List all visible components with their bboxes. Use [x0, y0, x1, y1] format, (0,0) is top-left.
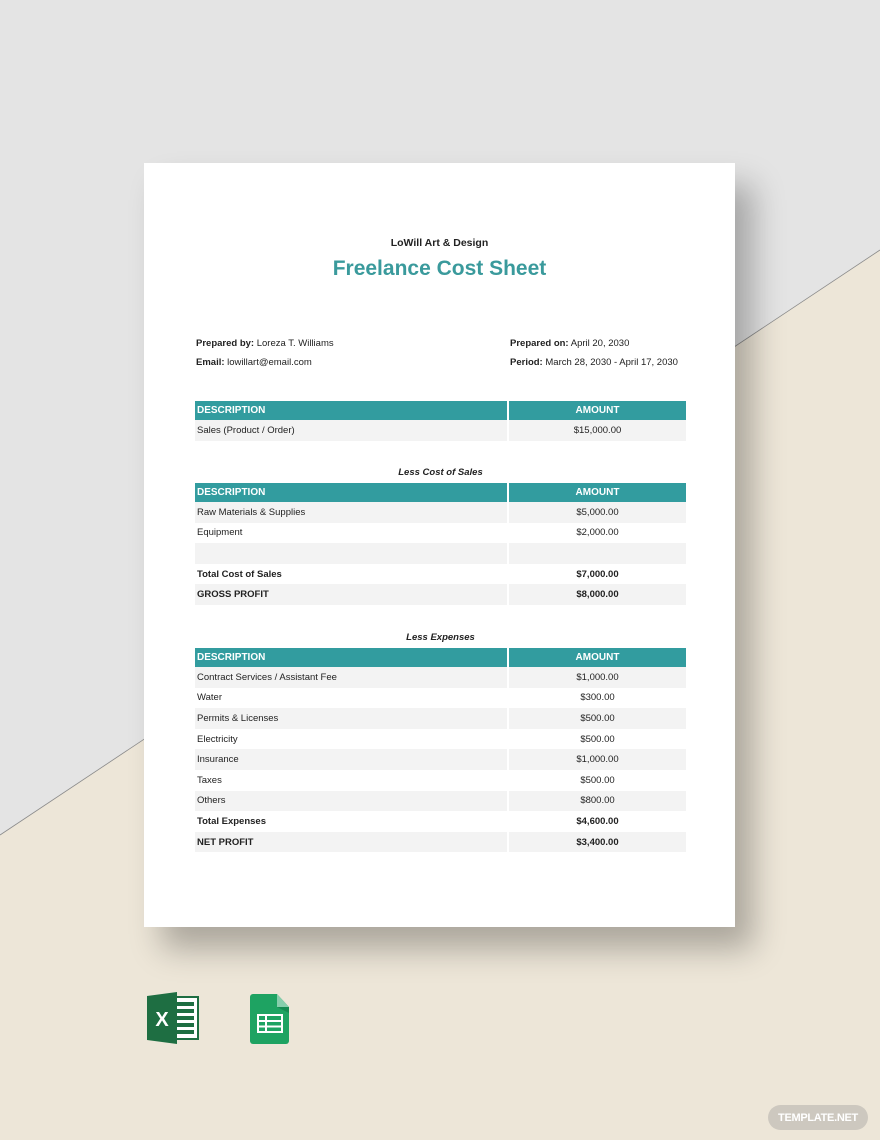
amount-header: AMOUNT	[509, 483, 686, 502]
table-row	[195, 811, 686, 832]
table-row	[195, 729, 686, 750]
row-description: Equipment	[197, 527, 243, 539]
row-description	[195, 543, 507, 564]
row-description: Total Expenses	[197, 815, 266, 827]
row-description: Water	[197, 692, 222, 704]
email-value: lowillart@email.com	[227, 357, 312, 368]
cost-of-sales-table	[195, 483, 686, 605]
document-page	[144, 163, 735, 927]
table-header	[195, 401, 686, 420]
table-row	[195, 791, 686, 812]
period-value: March 28, 2030 - April 17, 2030	[545, 357, 678, 368]
row-amount: $3,400.00	[509, 832, 686, 853]
row-amount: $800.00	[509, 791, 686, 812]
row-amount: $500.00	[509, 708, 686, 729]
row-amount: $500.00	[580, 774, 615, 786]
row-amount: $4,600.00	[576, 815, 619, 827]
meta-right	[510, 334, 678, 372]
table-row	[195, 708, 686, 729]
row-description: GROSS PROFIT	[195, 584, 507, 605]
sales-table	[195, 401, 686, 441]
row-description: Others	[195, 791, 507, 812]
row-amount: $2,000.00	[576, 527, 619, 539]
expenses-table	[195, 648, 686, 852]
row-description: Sales (Product / Order)	[195, 420, 507, 441]
svg-text:X: X	[155, 1009, 169, 1031]
table-row	[195, 420, 686, 441]
row-amount: $5,000.00	[509, 502, 686, 523]
description-header: DESCRIPTION	[195, 648, 507, 667]
email-label: Email:	[196, 357, 225, 368]
row-amount: $7,000.00	[576, 568, 619, 580]
table-row	[195, 770, 686, 791]
amount-header: AMOUNT	[509, 648, 686, 667]
table-header	[195, 483, 686, 502]
row-description: Taxes	[197, 774, 222, 786]
company-name: LoWill Art & Design	[390, 237, 489, 249]
row-amount: $1,000.00	[509, 667, 686, 688]
table-row	[195, 667, 686, 688]
row-description: Raw Materials & Supplies	[195, 502, 507, 523]
table-row	[195, 543, 686, 564]
prepared-by-label: Prepared by:	[196, 338, 255, 349]
prepared-by-value: Loreza T. Williams	[256, 338, 334, 349]
row-description: Electricity	[197, 733, 238, 745]
row-amount: $15,000.00	[509, 420, 686, 441]
google-sheets-icon	[250, 993, 290, 1045]
amount-header: AMOUNT	[509, 401, 686, 420]
table-row	[195, 749, 686, 770]
table-header	[195, 648, 686, 667]
table-row	[195, 584, 686, 605]
row-amount: $500.00	[580, 733, 615, 745]
row-description: Total Cost of Sales	[197, 568, 282, 580]
cost-of-sales-caption: Less Cost of Sales	[398, 467, 483, 478]
page-title: Freelance Cost Sheet	[332, 257, 547, 280]
row-amount: $8,000.00	[509, 584, 686, 605]
table-row	[195, 832, 686, 853]
expenses-caption: Less Expenses	[406, 632, 475, 643]
row-amount: $1,000.00	[509, 749, 686, 770]
prepared-on-label: Prepared on:	[510, 338, 569, 349]
row-description: Permits & Licenses	[195, 708, 507, 729]
meta-left	[196, 334, 334, 372]
row-description: Contract Services / Assistant Fee	[195, 667, 507, 688]
row-amount: $300.00	[580, 692, 615, 704]
prepared-on-value: April 20, 2030	[570, 338, 630, 349]
description-header: DESCRIPTION	[195, 401, 507, 420]
row-description: NET PROFIT	[195, 832, 507, 853]
table-row	[195, 523, 686, 544]
excel-icon	[146, 992, 200, 1044]
row-amount	[509, 543, 686, 564]
period-label: Period:	[510, 357, 543, 368]
watermark-badge: TEMPLATE.NET	[768, 1105, 868, 1130]
table-row	[195, 564, 686, 585]
table-row	[195, 502, 686, 523]
description-header: DESCRIPTION	[195, 483, 507, 502]
row-description: Insurance	[195, 749, 507, 770]
table-row	[195, 688, 686, 709]
